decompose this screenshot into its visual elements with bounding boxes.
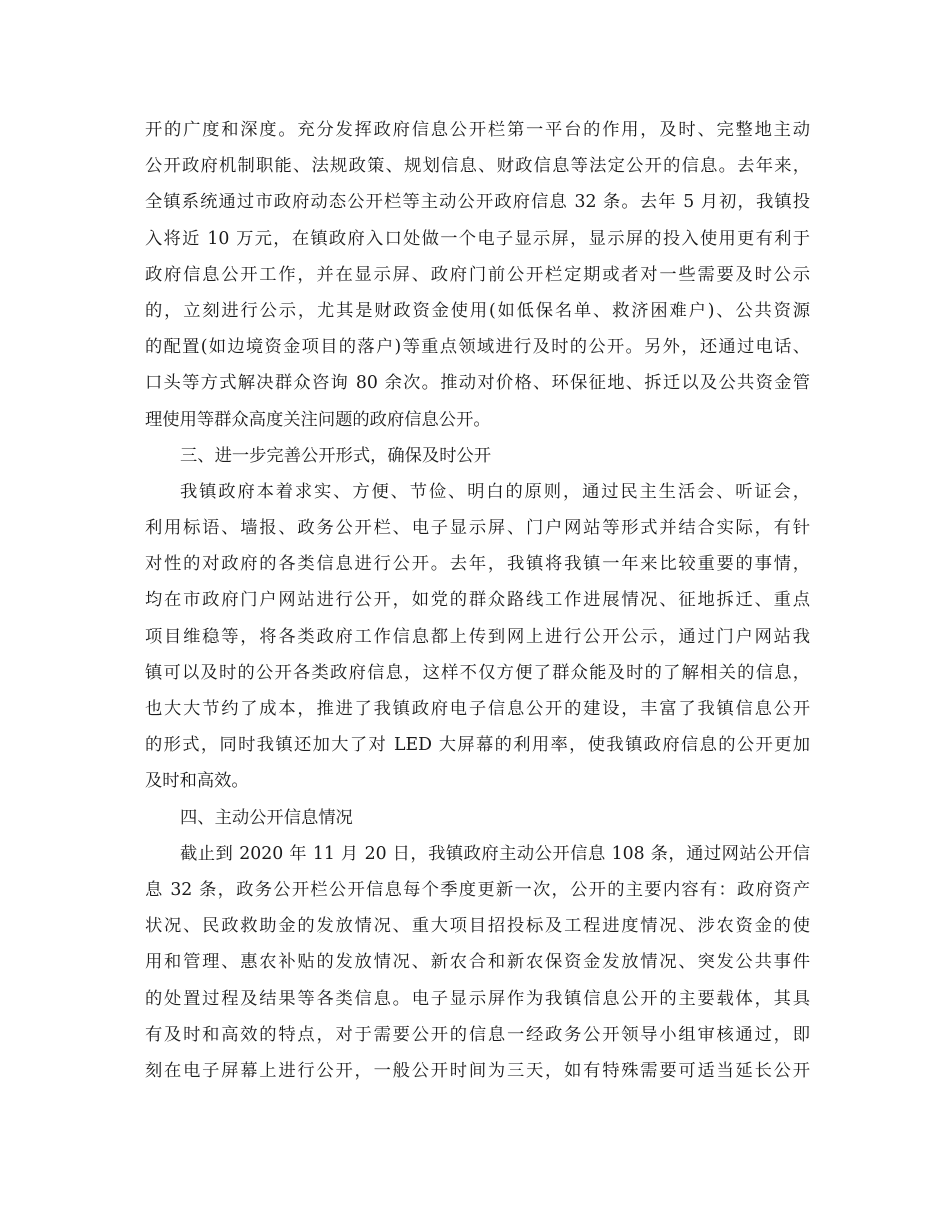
text-line: 利用标语、墙报、政务公开栏、电子显示屏、门户网站等形式并结合实际，有针: [145, 518, 810, 539]
text-line: 入将近 10 万元，在镇政府入口处做一个电子显示屏，显示屏的投入使用更有利于: [145, 228, 810, 249]
text-line: 镇可以及时的公开各类政府信息，这样不仅方便了群众能及时的了解相关的信息，: [145, 662, 810, 683]
paragraph-publication-forms: [145, 474, 810, 800]
document-body: [145, 112, 810, 1089]
text-line: 的形式，同时我镇还加大了对 LED 大屏幕的利用率，使我镇政府信息的公开更加: [145, 735, 810, 756]
text-line: 刻在电子屏幕上进行公开，一般公开时间为三天，如有特殊需要可适当延长公开: [145, 1060, 810, 1081]
text-line: 也大大节约了成本，推进了我镇政府电子信息公开的建设，丰富了我镇信息公开: [145, 699, 810, 719]
section-heading-3: 三、进一步完善公开形式，确保及时公开: [180, 445, 492, 466]
text-line: 对性的对政府的各类信息进行公开。去年，我镇将我镇一年来比较重要的事情，: [145, 554, 810, 575]
text-line: 项目维稳等，将各类政府工作信息都上传到网上进行公开公示，通过门户网站我: [145, 626, 810, 647]
text-line: 有及时和高效的特点，对于需要公开的信息一经政务公开领导小组审核通过，即: [145, 1024, 810, 1045]
text-line: 均在市政府门户网站进行公开，如党的群众路线工作进展情况、征地拆迁、重点: [145, 590, 810, 611]
text-line: 公开政府机制职能、法规政策、规划信息、财政信息等法定公开的信息。去年来，: [145, 156, 810, 177]
text-line: 全镇系统通过市政府动态公开栏等主动公开政府信息 32 条。去年 5 月初，我镇投: [145, 192, 810, 213]
text-line: 开的广度和深度。充分发挥政府信息公开栏第一平台的作用，及时、完整地主动: [145, 120, 810, 140]
text-line: 我镇政府本着求实、方便、节俭、明白的原则，通过民主生活会、听证会，: [180, 481, 810, 502]
text-line: 的处置过程及结果等各类信息。电子显示屏作为我镇信息公开的主要载体，其具: [145, 988, 810, 1009]
text-line: 及时和高效。: [145, 771, 249, 792]
text-line: 息 32 条，政务公开栏公开信息每个季度更新一次，公开的主要内容有：政府资产: [145, 879, 810, 900]
paragraph-continued: [145, 112, 810, 438]
paragraph-active-disclosure: [145, 836, 810, 1089]
text-line: 政府信息公开工作，并在显示屏、政府门前公开栏定期或者对一些需要及时公示: [145, 264, 810, 285]
text-line: 理使用等群众高度关注问题的政府信息公开。: [145, 409, 491, 430]
text-line: 口头等方式解决群众咨询 80 余次。推动对价格、环保征地、拆迁以及公共资金管: [145, 373, 810, 394]
text-line: 的，立刻进行公示，尤其是财政资金使用(如低保名单、救济困难户)、公共资源: [145, 300, 810, 321]
text-line: 的配置(如边境资金项目的落户)等重点领域进行及时的公开。另外，还通过电话、: [145, 337, 810, 358]
text-line: 用和管理、惠农补贴的发放情况、新农合和新农保资金发放情况、突发公共事件: [145, 952, 810, 973]
text-line: 状况、民政救助金的发放情况、重大项目招投标及工程进度情况、涉农资金的使: [145, 916, 810, 937]
text-line: 截止到 2020 年 11 月 20 日，我镇政府主动公开信息 108 条，通过网站公开信: [180, 843, 810, 864]
section-heading-4: 四、主动公开信息情况: [180, 807, 353, 828]
